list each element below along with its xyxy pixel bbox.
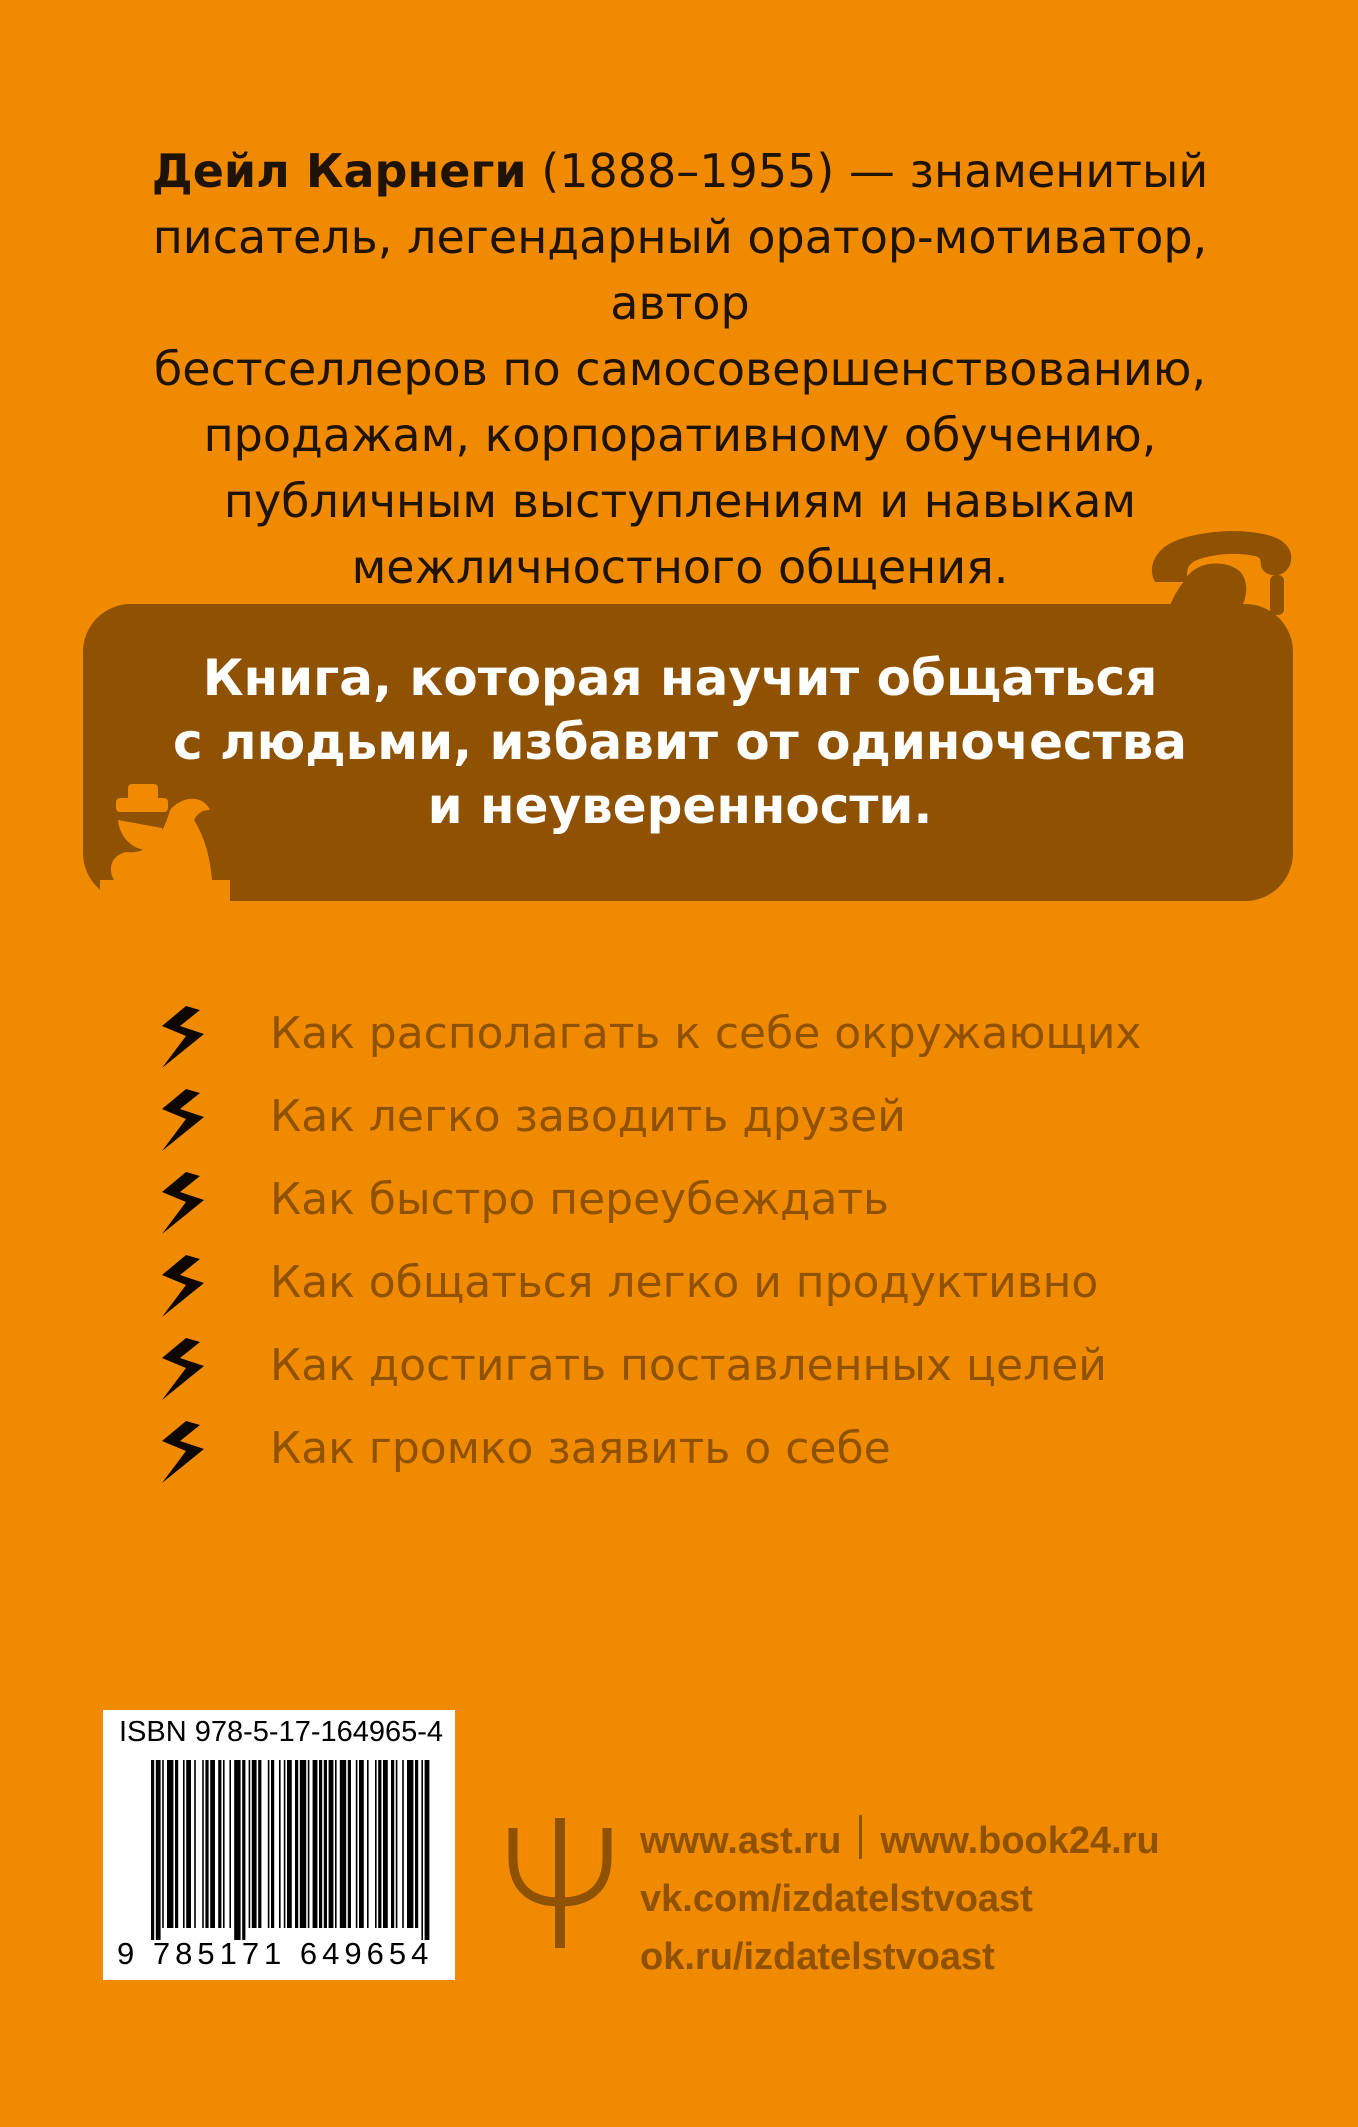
barcode-bar xyxy=(284,1760,286,1928)
author-line-2: писатель, легендарный оратор-мотиватор, автор xyxy=(152,210,1208,330)
feature-item xyxy=(160,1415,1260,1498)
links-line-1 xyxy=(640,1812,1160,1870)
lightning-bolt-icon xyxy=(160,1089,204,1151)
barcode-bar xyxy=(319,1760,322,1928)
link-ast[interactable]: www.ast.ru xyxy=(640,1820,842,1862)
barcode-bar xyxy=(375,1760,377,1928)
feature-text: Как располагать к себе окружающих xyxy=(270,1008,1142,1059)
barcode-bar xyxy=(396,1760,398,1928)
barcode-bar xyxy=(210,1760,215,1928)
feature-item xyxy=(160,1083,1260,1166)
feature-text: Как достигать поставленных целей xyxy=(270,1340,1107,1391)
barcode-bar xyxy=(348,1760,351,1928)
author-years: (1888–1955) — знаменитый xyxy=(526,144,1209,198)
author-name: Дейл Карнеги xyxy=(151,144,527,198)
barcode-bar xyxy=(407,1760,413,1928)
barcode-bar xyxy=(367,1760,369,1928)
barcode-bar xyxy=(425,1760,430,1940)
author-line-6: межличностного общения. xyxy=(351,540,1009,594)
publisher-links xyxy=(640,1812,1160,1986)
link-vk[interactable]: vk.com/izdatelstvoast xyxy=(640,1878,1033,1920)
barcode-bar xyxy=(258,1760,261,1928)
feature-item xyxy=(160,1166,1260,1249)
feature-item xyxy=(160,1249,1260,1332)
author-blurb xyxy=(100,138,1260,600)
barcode-bar xyxy=(186,1760,191,1928)
barcode-bar xyxy=(415,1760,418,1928)
feature-text: Как быстро переубеждать xyxy=(270,1174,889,1225)
feature-text: Как легко заводить друзей xyxy=(270,1091,906,1142)
lightning-bolt-icon xyxy=(160,1255,204,1317)
barcode-bar xyxy=(202,1760,204,1928)
barcode-bar xyxy=(151,1760,154,1940)
callout-text xyxy=(150,646,1210,838)
lightning-bolt-icon xyxy=(160,1338,204,1400)
barcode-bar xyxy=(295,1760,298,1928)
lightning-bolt-icon xyxy=(160,1006,204,1068)
barcode-bar xyxy=(279,1760,281,1928)
barcode-bar xyxy=(249,1760,251,1928)
ean-digits: 9 785171 649654 xyxy=(117,1936,434,1971)
author-line-4: продажам, корпоративному обучению, xyxy=(203,408,1157,462)
callout-line-2: с людьми, избавит от одиночества xyxy=(172,713,1187,771)
barcode-bar xyxy=(329,1760,334,1928)
isbn-barcode-box xyxy=(103,1710,455,1980)
feature-text: Как громко заявить о себе xyxy=(270,1423,891,1474)
callout-line-3: и неуверенности. xyxy=(427,777,933,835)
barcode-bar xyxy=(268,1760,270,1928)
feature-text: Как общаться легко и продуктивно xyxy=(270,1257,1099,1308)
barcode-bar xyxy=(391,1760,394,1928)
author-line-1 xyxy=(100,138,1260,204)
barcode-bar xyxy=(359,1760,364,1928)
feature-item xyxy=(160,1000,1260,1083)
barcode-bar xyxy=(308,1760,310,1928)
barcode-bar xyxy=(356,1760,358,1928)
link-book24[interactable]: www.book24.ru xyxy=(880,1820,1160,1862)
callout-line-1: Книга, которая научит общаться xyxy=(202,649,1158,707)
barcode-bar xyxy=(167,1760,173,1928)
barcode-bar xyxy=(156,1760,161,1940)
barcode-bar xyxy=(218,1760,221,1928)
barcode-bar xyxy=(162,1760,164,1928)
lightning-bolt-icon xyxy=(160,1172,204,1234)
barcode-bar xyxy=(205,1760,208,1928)
barcode-icon xyxy=(151,1760,431,1940)
barcode-bar xyxy=(324,1760,327,1928)
barcode-bar xyxy=(252,1760,257,1928)
barcode-bar xyxy=(340,1760,346,1928)
barcode-bar xyxy=(378,1760,381,1928)
barcode-bar xyxy=(271,1760,274,1928)
barcode-bar xyxy=(335,1760,337,1928)
barcode-bar xyxy=(313,1760,318,1928)
barcode-bar xyxy=(234,1760,240,1940)
feature-list xyxy=(160,1000,1260,1498)
lightning-bolt-icon xyxy=(160,1421,204,1483)
isbn-label: ISBN 978-5-17-164965-4 xyxy=(119,1716,444,1748)
barcode-bar xyxy=(287,1760,292,1928)
author-line-3: бестселлеров по самосовершенствованию, xyxy=(153,342,1207,396)
barcode-bar xyxy=(383,1760,388,1928)
author-line-5: публичным выступлениям и навыкам xyxy=(223,474,1137,528)
link-ok[interactable]: ok.ru/izdatelstvoast xyxy=(640,1936,995,1978)
barcode-bar xyxy=(183,1760,185,1928)
link-separator xyxy=(859,1815,862,1859)
barcode-bar xyxy=(229,1760,231,1928)
barcode-bar xyxy=(421,1760,423,1940)
psi-logo-icon xyxy=(505,1818,615,1948)
barcode-bar xyxy=(300,1760,306,1928)
barcode-bar xyxy=(175,1760,178,1928)
feature-item xyxy=(160,1332,1260,1415)
barcode-bar xyxy=(223,1760,225,1928)
barcode-bar xyxy=(402,1760,404,1928)
barcode-bar xyxy=(194,1760,196,1928)
barcode-bar xyxy=(242,1760,245,1940)
